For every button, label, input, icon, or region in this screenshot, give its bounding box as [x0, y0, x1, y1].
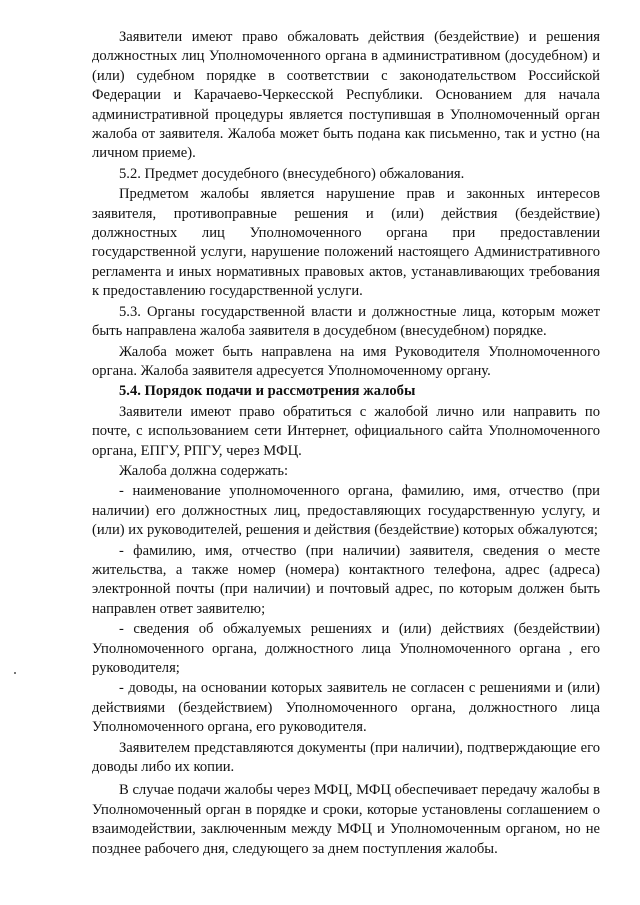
paragraph-contents-intro: Жалоба должна содержать:	[119, 462, 289, 479]
paragraph-5-2-heading: 5.2. Предмет досудебного (внесудебного) обжалования.	[119, 165, 465, 182]
paragraph-supporting-documents: Заявителем представляются документы (при наличии), подтверждающие его доводы либо их копии.	[92, 739, 600, 776]
scan-artifact-dot	[14, 672, 16, 674]
section-5-4-heading: 5.4. Порядок подачи и рассмотрения жалобы	[119, 383, 416, 400]
paragraph-submission-channels: Заявители имеют право обратиться с жалобой лично или направить по почте, с использованием сети Интернет, официального сайта Уполномоченного органа, ЕПГУ, РПГУ, через МФЦ.	[92, 403, 600, 459]
list-item-applicant-details: - фамилию, имя, отчество (при наличии) заявителя, сведения о месте жительства, а также номер (номера) контактного телефона, адрес (адреса) электронной почты (при наличии) и почтовый адрес, по которым должен быть направлен ответ заявителю;	[92, 542, 600, 617]
paragraph-5-3-heading: 5.3. Органы государственной власти и должностные лица, которым может быть направлена жалоба заявителя в досудебном (внесудебном) порядке.	[92, 303, 600, 340]
list-item-appealed-decisions: - сведения об обжалуемых решениях и (или) действиях (бездействии) Уполномоченного органа, должностного лица Уполномоченного органа , его руководителя;	[92, 621, 600, 676]
paragraph-complaint-subject: Предметом жалобы является нарушение прав и законных интересов заявителя, противоправные решения и (или) действия (бездействие) должностных лиц Уполномоченного органа при предоставлении государственной услуги, нарушение положений настоящего Административного регламента и иных нормативных правовых актов, устанавливающих требования к предоставлению государственной услуги.	[92, 186, 600, 300]
document-body	[92, 28, 600, 860]
paragraph-mfc-transfer: В случае подачи жалобы через МФЦ, МФЦ обеспечивает передачу жалобы в Уполномоченный орган в порядке и сроки, которые установлены соглашением о взаимодействии, заключенным между МФЦ и Уполномоченным органом, но не позднее рабочего дня, следующего за днем поступления жалобы.	[92, 782, 600, 857]
paragraph-appeal-rights: Заявители имеют право обжаловать действия (бездействие) и решения должностных лиц Уполномоченного органа в административном (досудебном) и (или) судебном порядке в соответствии с законодательством Российской Федерации и Карачаево-Черкесской Республики. Основанием для начала административной процедуры является поступившая в Уполномоченный орган жалоба от заявителя. Жалоба может быть подана как письменно, так и устно (на личном приеме).	[92, 29, 600, 162]
list-item-arguments: - доводы, на основании которых заявитель не согласен с решениями и (или) действиями (бездействием) Уполномоченного органа, должностного лица Уполномоченного органа, его руководителя.	[92, 680, 600, 736]
list-item-authority-name: - наименование уполномоченного органа, фамилию, имя, отчество (при наличии) его должностных лиц, предоставляющих государственную услугу, и (или) их руководителей, решения и действия (бездействие) которых обжалуются;	[92, 483, 600, 539]
paragraph-addressee: Жалоба может быть направлена на имя Руководителя Уполномоченного органа. Жалоба заявителя адресуется Уполномоченному органу.	[92, 343, 600, 379]
